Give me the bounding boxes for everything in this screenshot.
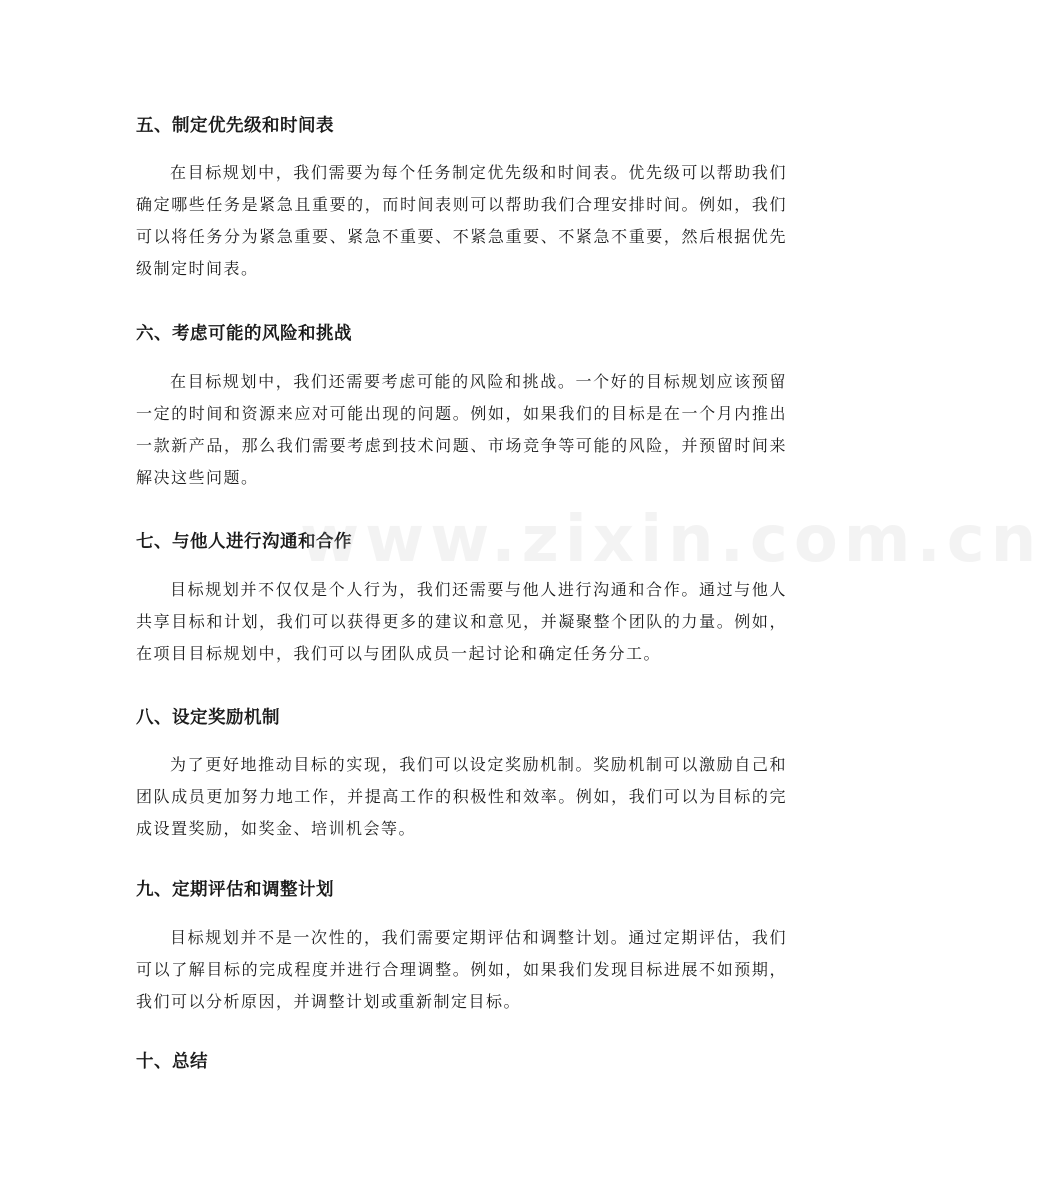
section-heading-9: 九、定期评估和调整计划 (136, 880, 334, 900)
section-heading-7: 七、与他人进行沟通和合作 (136, 532, 352, 552)
section-paragraph-7: 目标规划并不仅仅是个人行为，我们还需要与他人进行沟通和合作。通过与他人共享目标和计划，我们可以获得更多的建议和意见，并凝聚整个团队的力量。例如，在项目目标规划中，我们可以与团队成员一起讨论和确定任务分工。 (136, 580, 787, 663)
watermark: www.zixin.com.cn (300, 503, 1042, 577)
section-paragraph-8: 为了更好地推动目标的实现，我们可以设定奖励机制。奖励机制可以激励自己和团队成员更加努力地工作，并提高工作的积极性和效率。例如，我们可以为目标的完成设置奖励，如奖金、培训机会等。 (136, 755, 787, 838)
section-heading-10: 十、总结 (136, 1052, 208, 1072)
section-paragraph-5: 在目标规划中，我们需要为每个任务制定优先级和时间表。优先级可以帮助我们确定哪些任务是紧急且重要的，而时间表则可以帮助我们合理安排时间。例如，我们可以将任务分为紧急重要、紧急不重要、不紧急重要、不紧急不重要，然后根据优先级制定时间表。 (136, 163, 787, 278)
section-heading-8: 八、设定奖励机制 (136, 708, 280, 728)
section-heading-6: 六、考虑可能的风险和挑战 (136, 324, 352, 344)
section-paragraph-6: 在目标规划中，我们还需要考虑可能的风险和挑战。一个好的目标规划应该预留一定的时间和资源来应对可能出现的问题。例如，如果我们的目标是在一个月内推出一款新产品，那么我们需要考虑到技术问题、市场竞争等可能的风险，并预留时间来解决这些问题。 (136, 372, 787, 487)
section-paragraph-9: 目标规划并不是一次性的，我们需要定期评估和调整计划。通过定期评估，我们可以了解目标的完成程度并进行合理调整。例如，如果我们发现目标进展不如预期，我们可以分析原因，并调整计划或重新制定目标。 (136, 928, 787, 1011)
section-heading-5: 五、制定优先级和时间表 (136, 116, 334, 136)
